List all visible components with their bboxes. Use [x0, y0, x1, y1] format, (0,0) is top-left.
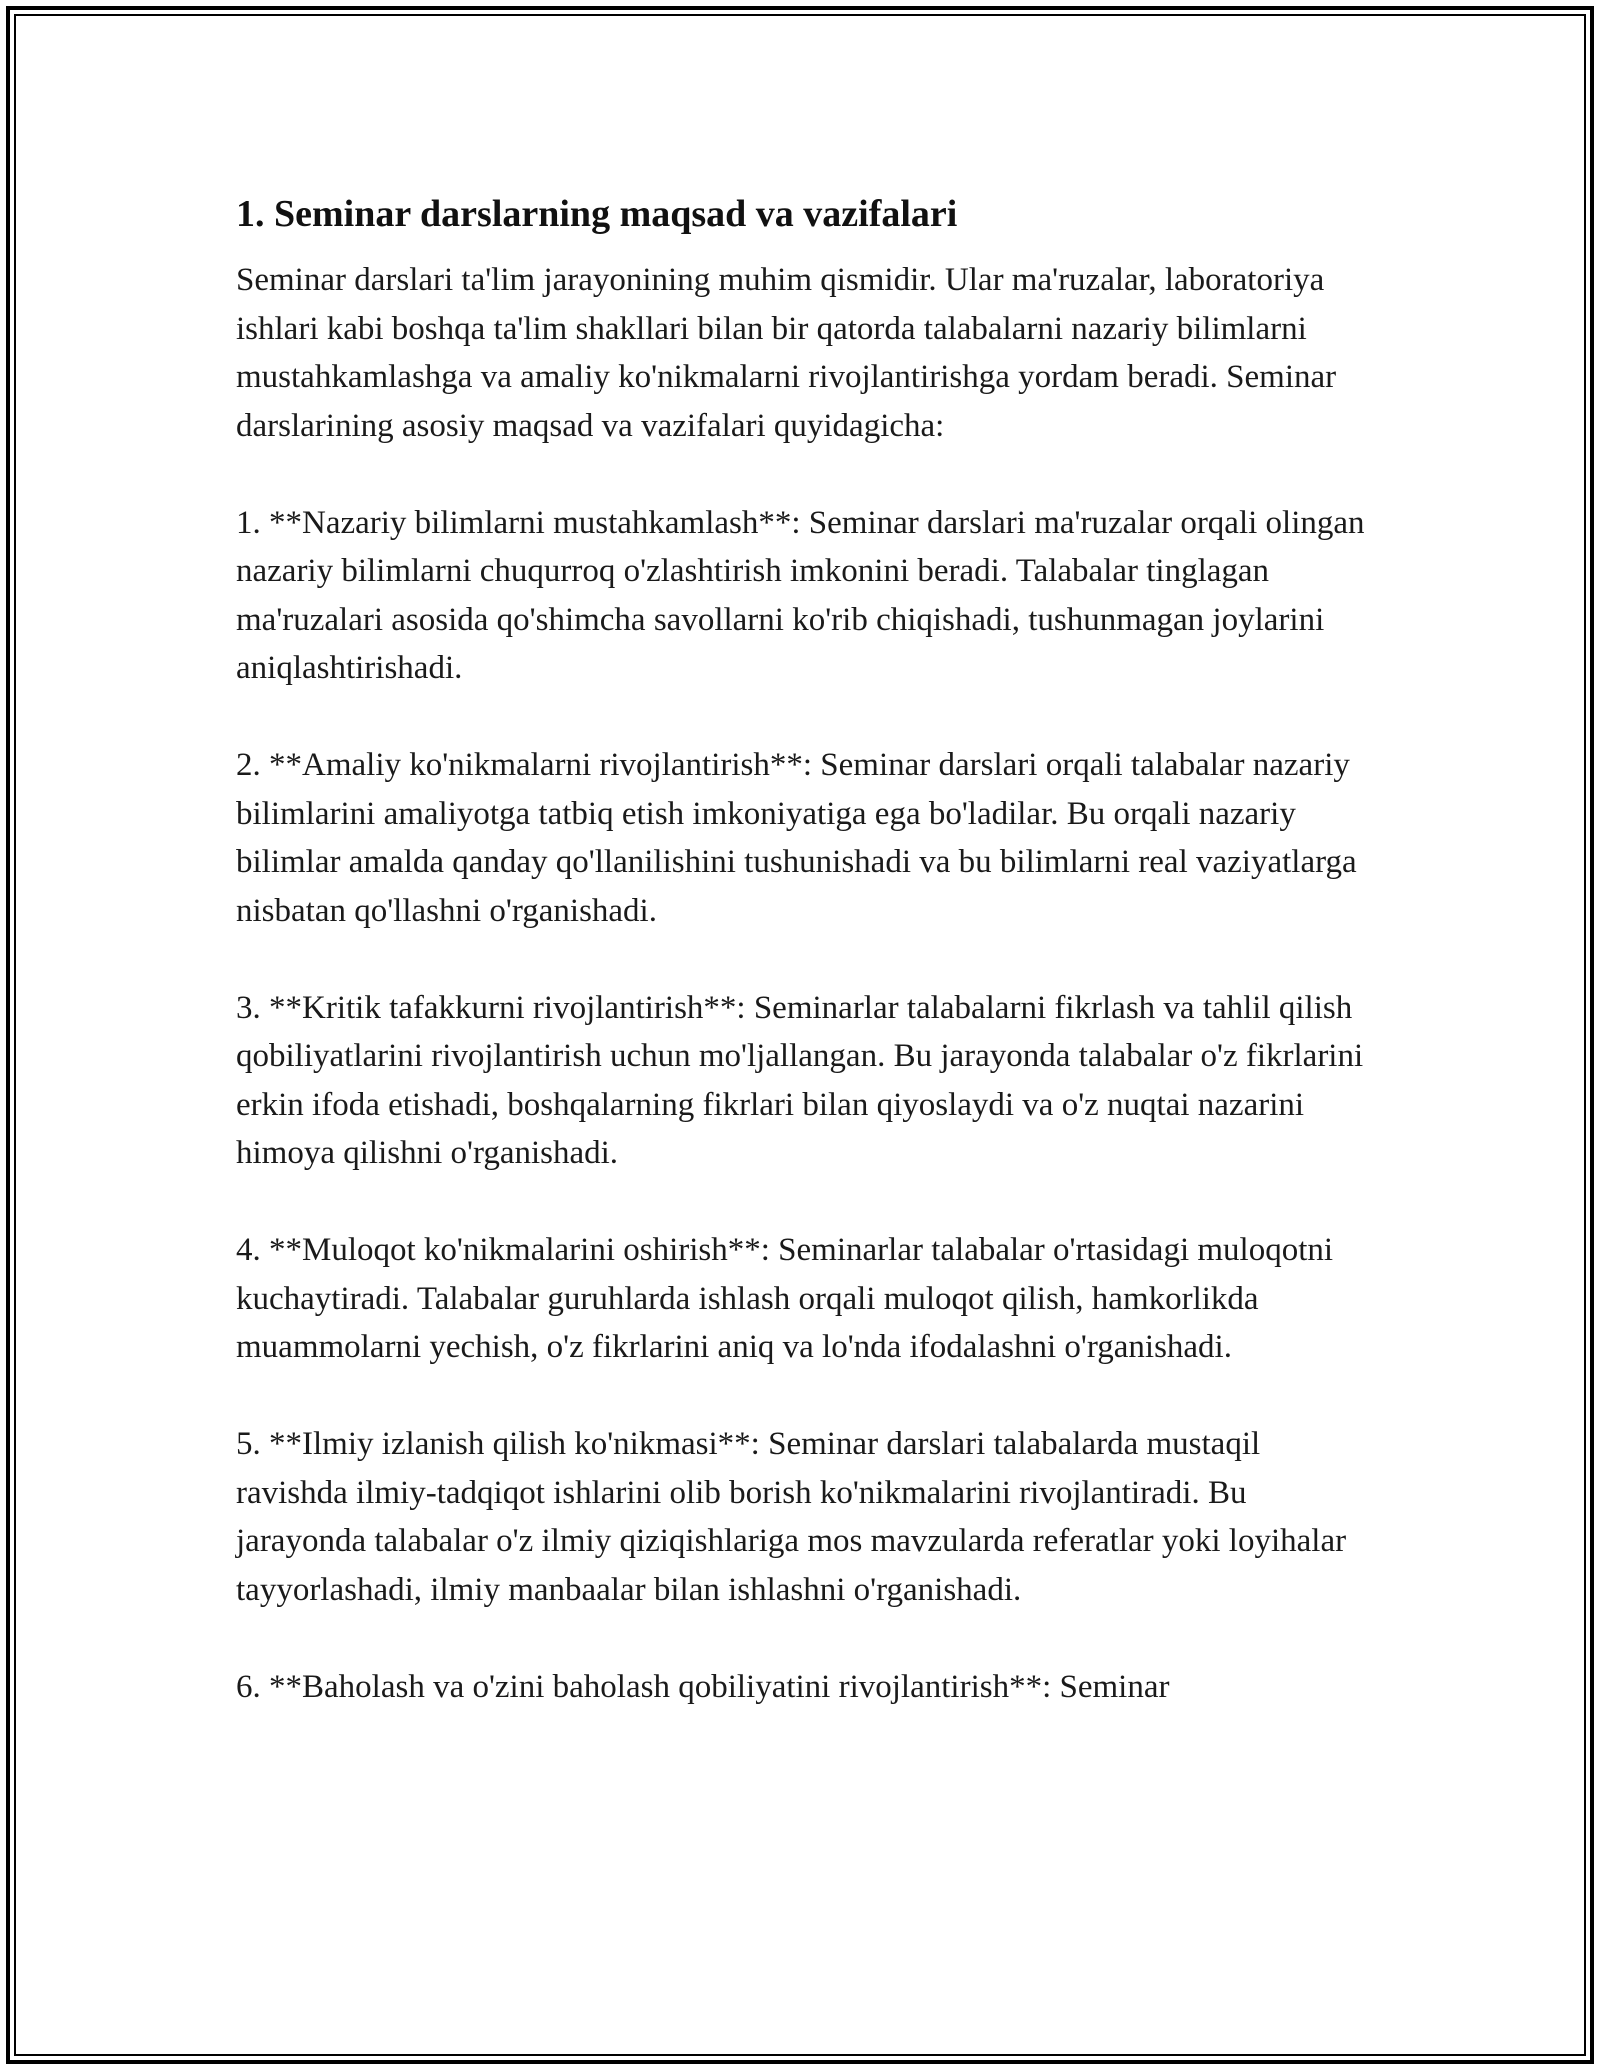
- list-item-1: 1. **Nazariy bilimlarni mustahkamlash**: Seminar darslari ma'ruzalar orqali olingan nazariy bilimlarni chuqurroq o'zlashtirish imkonini beradi. Talabalar tinglagan ma'ruzalari asosida qo'shimcha savollarni ko'rib chiqishadi, tushunmagan joylarini aniqlashtirishadi.: [236, 504, 1365, 686]
- document-body: [236, 186, 1376, 1711]
- intro-paragraph: Seminar darslari ta'lim jarayonining muhim qismidir. Ular ma'ruzalar, laboratoriya ishlari kabi boshqa ta'lim shakllari bilan bir qatorda talabalarni nazariy bilimlarni mustahkamlashga va amaliy ko'nikmalarni rivojlantirishga yordam beradi. Seminar darslarining asosiy maqsad va vazifalari quyidagicha:: [236, 262, 1337, 444]
- document-title: 1. Seminar darslarning maqsad va vazifalari: [236, 193, 958, 235]
- list-item-4: 4. **Muloqot ko'nikmalarini oshirish**: Seminarlar talabalar o'rtasidagi muloqotni kuchaytiradi. Talabalar guruhlarda ishlash orqali muloqot qilish, hamkorlikda muammolarni yechish, o'z fikrlarini aniq va lo'nda ifodalashni o'rganishadi.: [236, 1232, 1334, 1365]
- list-item-6: 6. **Baholash va o'zini baholash qobiliyatini rivojlantirish**: Seminar: [236, 1668, 1170, 1705]
- list-item-5: 5. **Ilmiy izlanish qilish ko'nikmasi**: Seminar darslari talabalarda mustaqil ravishda ilmiy-tadqiqot ishlarini olib borish ko'nikmalarini rivojlantiradi. Bu jarayonda talabalar o'z ilmiy qiziqishlariga mos mavzularda referatlar yoki loyihalar tayyorlashadi, ilmiy manbaalar bilan ishlashni o'rganishadi.: [236, 1426, 1347, 1608]
- list-item-3: 3. **Kritik tafakkurni rivojlantirish**: Seminarlar talabalarni fikrlash va tahlil qilish qobiliyatlarini rivojlantirish uchun mo'ljallangan. Bu jarayonda talabalar o'z fikrlarini erkin ifoda etishadi, boshqalarning fikrlari bilan qiyoslaydi va o'z nuqtai nazarini himoya qilishni o'rganishadi.: [236, 989, 1364, 1171]
- list-item-2: 2. **Amaliy ko'nikmalarni rivojlantirish**: Seminar darslari orqali talabalar nazariy bilimlarini amaliyotga tatbiq etish imkoniyatiga ega bo'ladilar. Bu orqali nazariy bilimlar amalda qanday qo'llanilishini tushunishadi va bu bilimlarni real vaziyatlarga nisbatan qo'llashni o'rganishadi.: [236, 747, 1357, 929]
